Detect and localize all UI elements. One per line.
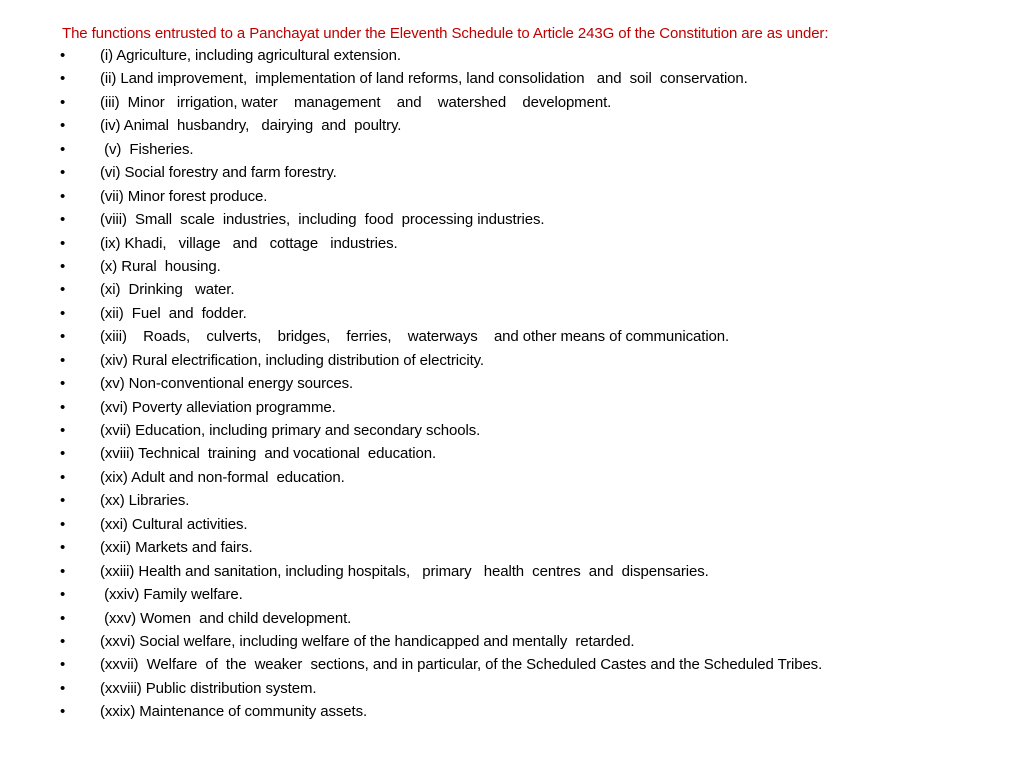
bullet-icon: • [60,234,66,252]
bullet-icon: • [60,211,66,229]
list-item-text: (xvi) Poverty alleviation programme. [100,398,336,416]
list-item-text: (ix) Khadi, village and cottage industries. [100,234,398,252]
list-item-text: (vi) Social forestry and farm forestry. [100,164,337,182]
bullet-icon: • [60,586,66,604]
list-item-text: (xxii) Markets and fairs. [100,539,253,557]
bullet-icon: • [60,70,66,88]
bullet-icon: • [60,117,66,135]
list-item-text: (xv) Non-conventional energy sources. [100,375,354,393]
list-item-text: (x) Rural housing. [100,257,221,275]
bullet-icon: • [60,398,66,416]
bullet-icon: • [60,140,66,158]
bullet-icon: • [60,679,66,697]
list-item-text: (viii) Small scale industries, including food processing industries. [100,211,545,229]
bullet-icon: • [60,632,66,650]
list-item-text: (iv) Animal husbandry, dairying and poultry. [100,117,402,135]
bullet-icon: • [60,47,66,64]
list-item-text: (i) Agriculture, including agricultural extension. [100,47,401,64]
list-item-text: (xix) Adult and non-formal education. [100,468,345,486]
bullet-icon: • [60,539,66,557]
bullet-icon: • [60,328,66,346]
bullet-icon: • [60,93,66,111]
list-item-text: (ii) Land improvement, implementation of land reforms, land consolidation and soil conservation. [100,70,748,88]
list-item-text: (xxvii) Welfare of the weaker sections, and in particular, of the Scheduled Castes and the Scheduled Tribes. [100,656,823,674]
list-item-text: (xxiii) Health and sanitation, including hospitals, primary health centres and dispensaries. [100,562,709,580]
bullet-icon: • [60,257,66,275]
bullet-icon: • [60,351,66,369]
list-item-text: (xiii) Roads, culverts, bridges, ferries, waterways and other means of communication. [100,328,730,346]
bullet-icon: • [60,304,66,322]
bullet-icon: • [60,515,66,533]
bullet-icon: • [60,375,66,393]
list-item-text: (xxvi) Social welfare, including welfare of the handicapped and mentally retarded. [100,632,635,650]
list-item-text: (xiv) Rural electrification, including distribution of electricity. [100,351,485,369]
bullet-icon: • [60,468,66,486]
list-item-text: (xxiv) Family welfare. [100,586,243,604]
list-item-text: (xviii) Technical training and vocational education. [100,445,437,463]
list-item-text: (v) Fisheries. [100,140,194,158]
bullet-icon: • [60,445,66,463]
bullet-icon: • [60,703,66,721]
bullet-icon: • [60,609,66,627]
bullet-icon: • [60,187,66,205]
list-item-text: (xii) Fuel and fodder. [100,304,247,322]
bullet-icon: • [60,492,66,510]
list-item-text: (xxi) Cultural activities. [100,515,248,533]
list-item-text: (xxix) Maintenance of community assets. [100,703,368,721]
list-item-text: (xxv) Women and child development. [100,609,352,627]
list-item-text: (xvii) Education, including primary and secondary schools. [100,422,481,439]
list-item-text: (iii) Minor irrigation, water management and watershed development. [100,93,612,111]
bullet-icon: • [60,281,66,299]
bullet-icon: • [60,422,66,439]
list-item-text: (xi) Drinking water. [100,281,235,299]
bullet-icon: • [60,164,66,182]
list-item-text: (xx) Libraries. [100,492,190,510]
list-item-text: (vii) Minor forest produce. [100,187,268,205]
bullet-icon: • [60,562,66,580]
list-item-text: (xxviii) Public distribution system. [100,679,317,697]
bullet-icon: • [60,656,66,674]
slide-title: The functions entrusted to a Panchayat under the Eleventh Schedule to Article 243G of the Constitution are as under: [62,25,829,42]
